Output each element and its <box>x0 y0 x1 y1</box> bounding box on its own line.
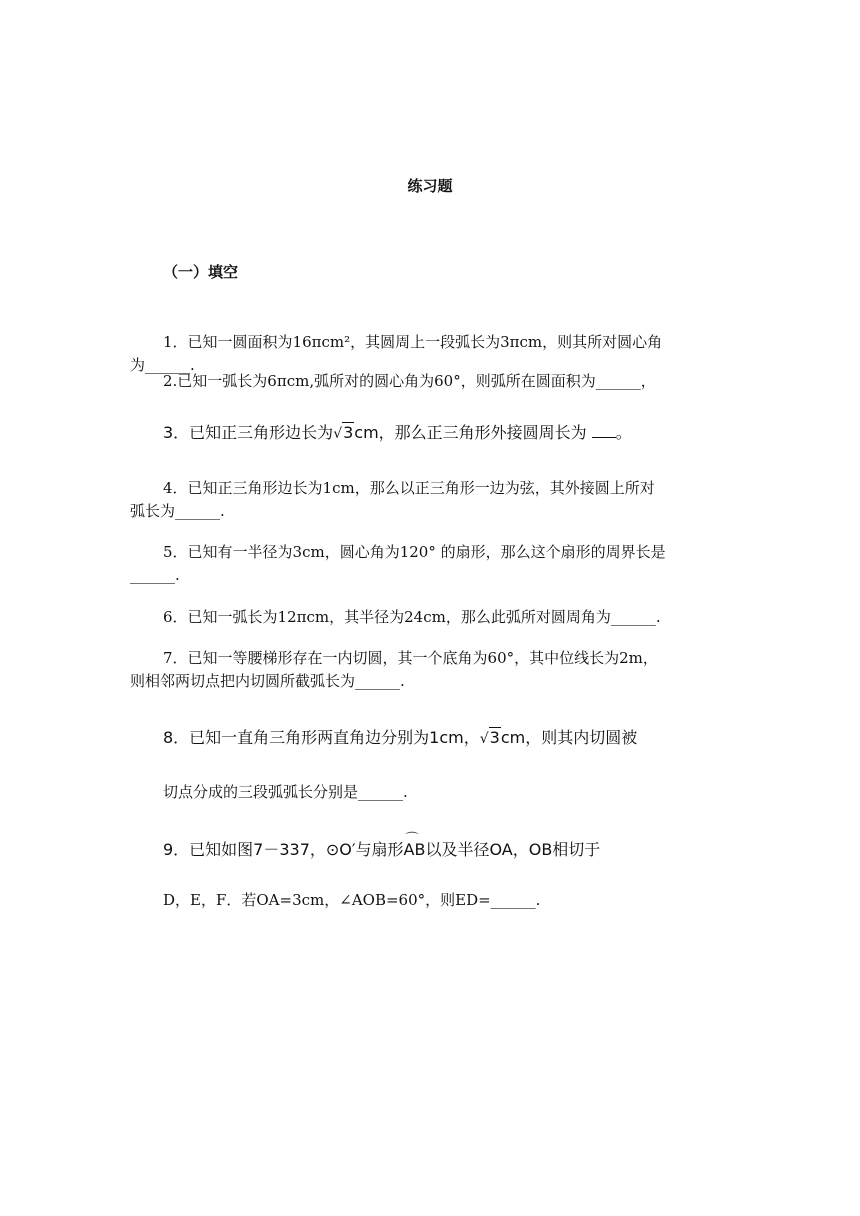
question-2: 2.已知一弧长为6πcm,弧所对的圆心角为60°，则弧所在圆面积为______， <box>163 372 656 390</box>
question-3-text-pre: 3．已知正三角形边长为 <box>163 423 334 442</box>
question-9-line-2: D，E，F．若OA=3cm，∠AOB=60°，则ED=______. <box>163 891 541 909</box>
sqrt-3: √3 <box>333 423 354 442</box>
question-3 <box>163 423 632 444</box>
question-4-line-1: 4．已知正三角形边长为1cm，那么以正三角形一边为弦，其外接圆上所对 <box>163 479 655 497</box>
question-9-line-1 <box>163 840 600 860</box>
section-heading: （一）填空 <box>163 263 239 281</box>
question-1-line-1: 1．已知一圆面积为16πcm²，其圆周上一段弧长为3πcm，则其所对圆心角 <box>163 333 663 351</box>
question-7-line-2: 则相邻两切点把内切圆所截弧长为______. <box>130 672 405 690</box>
question-9-text-post: 以及半径OA，OB相切于 <box>425 840 601 859</box>
question-5-line-2: ______. <box>130 566 180 584</box>
page-title: 练习题 <box>407 177 453 195</box>
question-1-line-2: 为______. <box>130 356 195 374</box>
question-9-text-pre: 9．已知如图7－337，⊙O′与扇形 <box>163 840 404 859</box>
question-5-line-1: 5．已知有一半径为3cm，圆心角为120° 的扇形，那么这个扇形的周界长是 <box>163 543 666 561</box>
question-4-line-2: 弧长为______. <box>130 502 225 520</box>
question-8-line-2: 切点分成的三段弧弧长分别是______. <box>163 783 408 801</box>
question-7-line-1: 7．已知一等腰梯形存在一内切圆，其一个底角为60°，其中位线长为2m， <box>163 649 658 667</box>
question-8-text-pre: 8．已知一直角三角形两直角边分别为1cm， <box>163 728 480 747</box>
arc-ab: ⌒ AB <box>404 840 426 860</box>
question-3-text-post: cm，那么正三角形外接圆周长为 <box>354 423 587 442</box>
question-8-line-1 <box>163 728 637 749</box>
question-3-end: 。 <box>615 423 632 442</box>
sqrt-3: √3 <box>479 728 500 747</box>
question-6: 6．已知一弧长为12πcm，其半径为24cm，那么此弧所对圆周角为______. <box>163 608 661 626</box>
answer-blank <box>592 423 616 438</box>
question-8-text-post: cm，则其内切圆被 <box>500 728 638 747</box>
